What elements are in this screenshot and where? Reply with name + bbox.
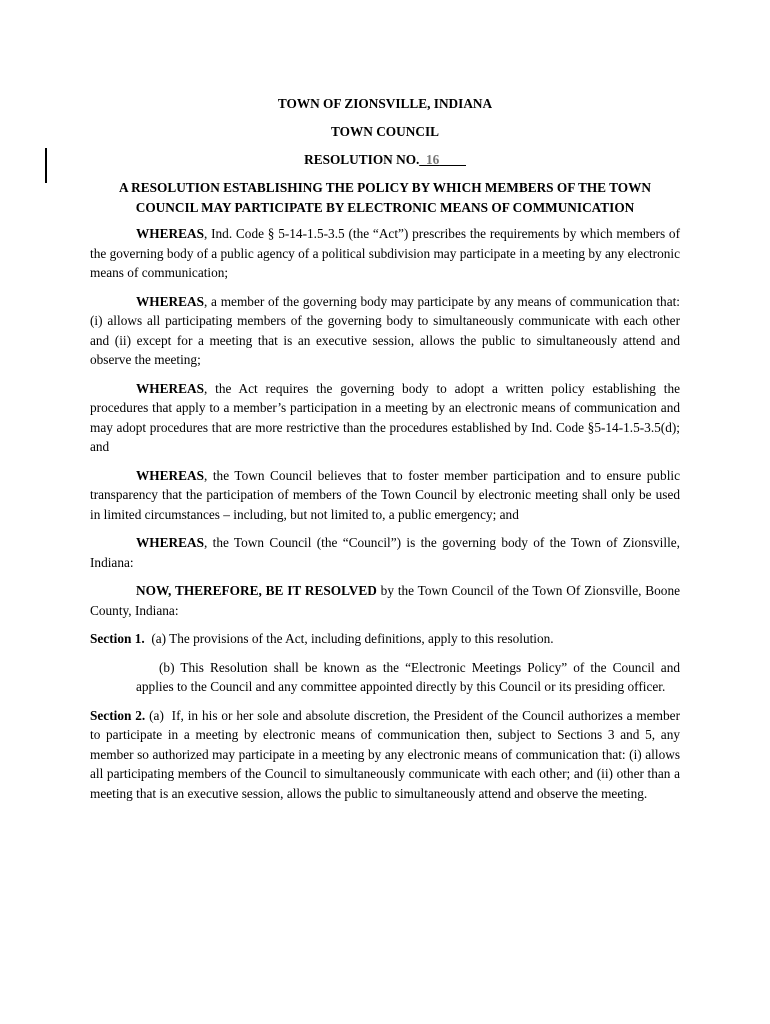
whereas-text: , the Town Council believes that to foster member participation and to ensure public transparency that the participation of members of the Town Council by electronic meeting shall only be used in limited circumstances – including, but not limited to, a public emergency; and [90, 467, 680, 522]
section-1-b: (b) This Resolution shall be known as the “Electronic Meetings Policy” of the Council and applies to the Council and any committee appointed directly by this Council or its presiding officer. [136, 659, 680, 694]
whereas-lead: WHEREAS [136, 535, 204, 550]
document-page [90, 94, 684, 812]
section-2-a-text: (a) If, in his or her sole and absolute discretion, the President of the Council authorizes a member to participate in a meeting by electronic means of communication then, subject to Sections 3 and 5, any member so authorized may participate in a meeting by any electronic means of communication that: (i) allows all participating members of the Council to simultaneously communicate with each other; and (ii) other than a meeting that is an executive session, allows the public to simultaneously attend and observe the meeting. [90, 707, 684, 801]
section-1-label: Section 1. [90, 631, 145, 646]
town-name: TOWN OF ZIONSVILLE, INDIANA [277, 96, 493, 111]
resolved-lead: NOW, THEREFORE, BE IT RESOLVED [136, 583, 377, 598]
section-1-a [90, 629, 680, 649]
revision-change-bar [45, 148, 47, 183]
whereas-lead: WHEREAS [136, 226, 204, 241]
whereas-text: , Ind. Code § 5-14-1.5-3.5 (the “Act”) prescribes the requirements by which members of the governing body of a public agency of a political subdivision may participate in a meeting by any electronic means of communication; [90, 226, 680, 280]
resolution-lead-blank: _ [419, 152, 427, 167]
resolved-text: by the Town Council of the Town Of Zionsville, Boone County, Indiana: [90, 583, 680, 618]
section-1-a-text: (a) The provisions of the Act, including definitions, apply to this resolution. [144, 631, 554, 646]
whereas-clause-5 [90, 533, 680, 572]
whereas-lead: WHEREAS [136, 380, 204, 396]
whereas-clause-3 [90, 379, 680, 457]
whereas-clause-2 [90, 292, 680, 370]
resolved-clause [90, 581, 680, 620]
resolution-number: 16 [426, 152, 440, 167]
whereas-text: , the Town Council (the “Council”) is the governing body of the Town of Zionsville, Indiana: [90, 535, 680, 570]
section-2-a [90, 706, 684, 804]
resolution-label: RESOLUTION NO. [304, 152, 420, 167]
resolution-trail-blank: ____ [439, 152, 466, 167]
whereas-clause-1 [90, 224, 680, 283]
whereas-text: , a member of the governing body may participate by any means of communication that: (i) allows all participating members of the governing body to simultaneously communicate with each other and (ii) except for a meeting that is an executive session, allows the public to simultaneously attend and observe the meeting; [90, 293, 680, 367]
council-name: TOWN COUNCIL [331, 124, 439, 139]
whereas-lead: WHEREAS [136, 467, 204, 483]
whereas-clause-4 [90, 466, 680, 525]
section-2-label: Section 2. [90, 707, 146, 723]
whereas-lead: WHEREAS [136, 293, 204, 309]
resolution-title: A RESOLUTION ESTABLISHING THE POLICY BY WHICH MEMBERS OF THE TOWN COUNCIL MAY PARTICIPATE BY ELECTRONIC MEANS OF COMMUNICATION [118, 180, 651, 215]
resolution-number-line [90, 150, 680, 169]
whereas-text: , the Act requires the governing body to adopt a written policy establishing the procedures that apply to a member’s participation in a meeting by an electronic means of communication and may adopt procedures that are more restrictive than the procedures established by Ind. Code §5-14-1.5-3.5(d); and [90, 380, 680, 454]
